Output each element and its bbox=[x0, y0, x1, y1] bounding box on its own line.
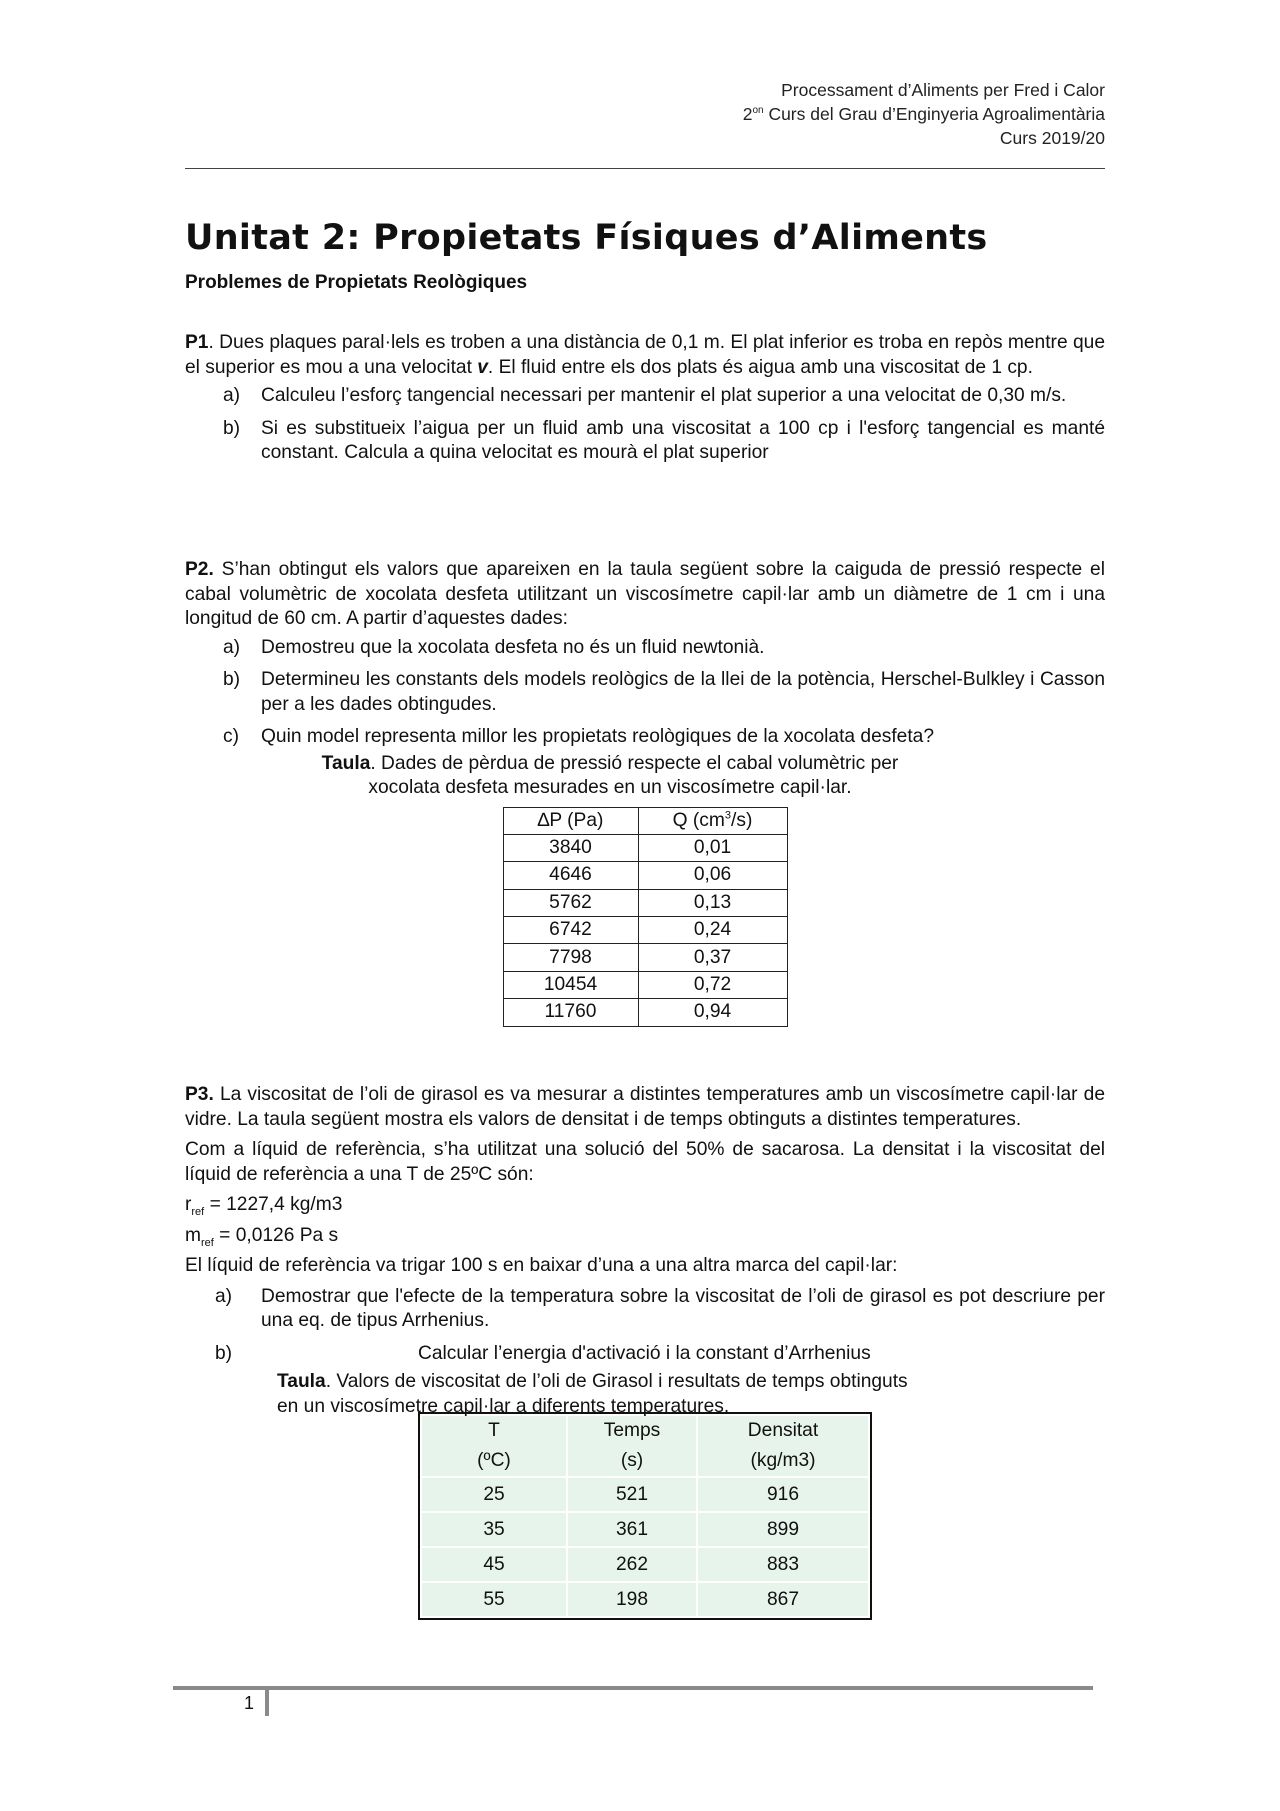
item-label: b) bbox=[215, 1342, 233, 1364]
table-cell: 7798 bbox=[503, 944, 638, 971]
list-item bbox=[185, 417, 1105, 466]
list-item bbox=[185, 725, 1105, 750]
table-cell: 899 bbox=[698, 1513, 868, 1546]
rho-symbol: r bbox=[185, 1194, 192, 1215]
header-bottom: (kg/m3) bbox=[750, 1450, 816, 1471]
header-flow-rate-post: /s) bbox=[731, 809, 753, 831]
caption-bold: Taula bbox=[321, 752, 371, 774]
table-row bbox=[422, 1548, 868, 1581]
table-row bbox=[422, 1478, 868, 1511]
item-text: Calculeu l’esforç tangencial necessari per mantenir el plat superior a una velocitat de 0,30 m/s. bbox=[261, 385, 1067, 406]
table-row bbox=[503, 889, 787, 916]
item-text: Demostreu que la xocolata desfeta no és un fluid newtonià. bbox=[261, 636, 765, 658]
page-header bbox=[743, 78, 1105, 150]
table-cell: 4646 bbox=[503, 862, 638, 889]
problem-2-text: S’han obtingut els valors que apareixen en la taula següent sobre la caiguda de pressió respecte el cabal volumètric de xocolata desfeta utilitzant un viscosímetre capil·lar amb un diàmetre de 1 cm i una longitud de 60 cm. A partir d’aquestes dades: bbox=[185, 559, 1105, 629]
problem-1 bbox=[185, 331, 1105, 474]
caption-line-2: en un viscosímetre capil·lar a diferents temperatures. bbox=[277, 1395, 730, 1417]
table-row bbox=[503, 862, 787, 889]
reference-liquid-text: Com a líquid de referència, s’ha utilitzat una solució del 50% de sacarosa. La densitat i la viscositat del líquid de referència a una T de 25ºC són: bbox=[185, 1139, 1105, 1185]
caption-line-1: . Dades de pèrdua de pressió respecte el cabal volumètric per bbox=[370, 752, 899, 774]
page-subtitle: Problemes de Propietats Reològiques bbox=[185, 272, 528, 293]
header-year-number: 2 bbox=[742, 104, 753, 124]
item-label: a) bbox=[223, 636, 241, 658]
item-text: Calcular l’energia d'activació i la constant d’Arrhenius bbox=[418, 1342, 871, 1364]
table-header-row bbox=[503, 807, 787, 834]
table-cell: 3840 bbox=[503, 834, 638, 861]
header-density bbox=[698, 1416, 868, 1476]
rho-subscript: ref bbox=[191, 1205, 205, 1218]
pressure-flow-table bbox=[503, 807, 788, 1027]
list-item bbox=[185, 1342, 1105, 1367]
header-pressure-drop: ∆P (Pa) bbox=[503, 807, 638, 834]
problem-1-questions bbox=[185, 384, 1105, 466]
table-row bbox=[503, 944, 787, 971]
header-bottom: (s) bbox=[620, 1450, 644, 1471]
item-text: Demostrar que l'efecte de la temperatura sobre la viscositat de l’oli de girasol es pot descriure per una eq. de tipus Arrhenius. bbox=[261, 1285, 1105, 1331]
reference-time-text: El líquid de referència va trigar 100 s en baixar d’una a una altra marca del capil·lar: bbox=[185, 1255, 898, 1276]
table-cell: 0,01 bbox=[638, 834, 787, 861]
list-item bbox=[185, 636, 1105, 661]
rho-value: = 1227,4 kg/m3 bbox=[204, 1194, 343, 1215]
list-item bbox=[185, 384, 1105, 409]
problem-1-label: P1 bbox=[185, 332, 209, 353]
table-row bbox=[503, 999, 787, 1026]
table-cell: 198 bbox=[568, 1583, 696, 1616]
table-cell: 883 bbox=[698, 1548, 868, 1581]
table-row bbox=[422, 1513, 868, 1546]
page-number: 1 bbox=[244, 1693, 255, 1713]
table-1-caption bbox=[185, 752, 1105, 801]
table-row bbox=[503, 917, 787, 944]
header-flow-rate-sup: 3 bbox=[724, 809, 732, 822]
table-cell: 6742 bbox=[503, 917, 638, 944]
table-cell: 0,24 bbox=[638, 917, 787, 944]
table-cell: 0,06 bbox=[638, 862, 787, 889]
problem-2-label: P2. bbox=[185, 559, 214, 580]
reference-viscosity bbox=[185, 1224, 1105, 1249]
header-divider bbox=[185, 168, 1105, 169]
item-text: Quin model representa millor les propietats reològiques de la xocolata desfeta? bbox=[261, 726, 935, 747]
problem-3-label: P3. bbox=[185, 1084, 214, 1105]
problem-1-text-b: . El fluid entre els dos plats és aigua amb una viscositat de 1 cp. bbox=[487, 356, 1033, 378]
list-item bbox=[185, 668, 1105, 717]
footer-divider bbox=[173, 1686, 1093, 1690]
header-top: Densitat bbox=[747, 1420, 819, 1441]
table-cell: 0,37 bbox=[638, 944, 787, 971]
table-cell: 55 bbox=[422, 1583, 566, 1616]
item-label: b) bbox=[223, 417, 241, 439]
table-cell: 10454 bbox=[503, 971, 638, 998]
item-label: c) bbox=[223, 726, 239, 747]
header-academic-year: Curs 2019/20 bbox=[999, 128, 1105, 148]
header-course-name: Processament d’Aliments per Fred i Calor bbox=[781, 80, 1105, 100]
header-top: Temps bbox=[603, 1420, 661, 1441]
problem-2-questions bbox=[185, 636, 1105, 750]
table-cell: 0,72 bbox=[638, 971, 787, 998]
table-cell: 361 bbox=[568, 1513, 696, 1546]
problem-3 bbox=[185, 1083, 1105, 1620]
problem-1-statement bbox=[185, 331, 1105, 380]
table-cell: 916 bbox=[698, 1478, 868, 1511]
item-label: b) bbox=[223, 669, 241, 690]
table-header-row bbox=[422, 1416, 868, 1476]
table-row bbox=[503, 971, 787, 998]
header-year-suffix: on bbox=[752, 105, 764, 117]
problem-3-questions bbox=[185, 1285, 1105, 1367]
mu-subscript: ref bbox=[200, 1236, 214, 1249]
table-cell: 867 bbox=[698, 1583, 868, 1616]
header-flow-rate-pre: Q (cm bbox=[672, 809, 725, 831]
mu-symbol: m bbox=[185, 1224, 201, 1246]
table-cell: 0,94 bbox=[638, 999, 787, 1026]
header-bottom: (ºC) bbox=[477, 1450, 511, 1471]
problem-3-text: La viscositat de l’oli de girasol es va mesurar a distintes temperatures amb un viscosímetre capil·lar de vidre. La taula següent mostra els valors de densitat i de temps obtinguts a distintes temperatures. bbox=[185, 1084, 1105, 1130]
table-cell: 0,13 bbox=[638, 889, 787, 916]
caption-line-2: xocolata desfeta mesurades en un viscosímetre capil·lar. bbox=[368, 777, 852, 798]
table-row bbox=[503, 834, 787, 861]
mu-value: = 0,0126 Pa s bbox=[213, 1224, 339, 1246]
problem-1-text-a: . Dues plaques paral·lels es troben a una distància de 0,1 m. El plat inferior es troba en repòs mentre que el superior es mou a una velocitat bbox=[185, 332, 1105, 378]
list-item bbox=[185, 1285, 1105, 1334]
table-cell: 521 bbox=[568, 1478, 696, 1511]
header-top: T bbox=[488, 1420, 500, 1441]
header-time bbox=[568, 1416, 696, 1476]
table-2-wrapper bbox=[185, 1412, 1105, 1620]
table-cell: 45 bbox=[422, 1548, 566, 1581]
problem-2-statement bbox=[185, 558, 1105, 632]
caption-bold: Taula bbox=[277, 1371, 326, 1392]
velocity-symbol: v bbox=[477, 356, 488, 378]
reference-density bbox=[185, 1193, 1105, 1218]
caption-line-1: . Valors de viscositat de l’oli de Girasol i resultats de temps obtinguts bbox=[325, 1371, 908, 1392]
item-label: a) bbox=[215, 1285, 233, 1307]
table-cell: 11760 bbox=[503, 999, 638, 1026]
header-flow-rate bbox=[638, 807, 787, 834]
problem-2 bbox=[185, 558, 1105, 1027]
item-text: Determineu les constants dels models reològics de la llei de la potència, Herschel-Bulkley i Casson per a les dades obtingudes. bbox=[261, 669, 1105, 715]
header-degree bbox=[743, 102, 1105, 126]
table-cell: 5762 bbox=[503, 889, 638, 916]
item-text: Si es substitueix l’aigua per un fluid amb una viscositat a 100 cp i l'esforç tangencial es manté constant. Calcula a quina velocitat es mourà el plat superior bbox=[261, 417, 1105, 463]
problem-3-statement bbox=[185, 1083, 1105, 1132]
item-label: a) bbox=[223, 385, 241, 406]
footer-tick bbox=[265, 1690, 269, 1716]
sunflower-oil-table bbox=[418, 1412, 872, 1620]
table-row bbox=[422, 1583, 868, 1616]
header-temperature bbox=[422, 1416, 566, 1476]
header-degree-name: Curs del Grau d’Enginyeria Agroalimentària bbox=[763, 104, 1105, 124]
table-cell: 262 bbox=[568, 1548, 696, 1581]
table-cell: 25 bbox=[422, 1478, 566, 1511]
table-cell: 35 bbox=[422, 1513, 566, 1546]
page-title: Unitat 2: Propietats Físiques d’Aliments bbox=[185, 218, 988, 258]
